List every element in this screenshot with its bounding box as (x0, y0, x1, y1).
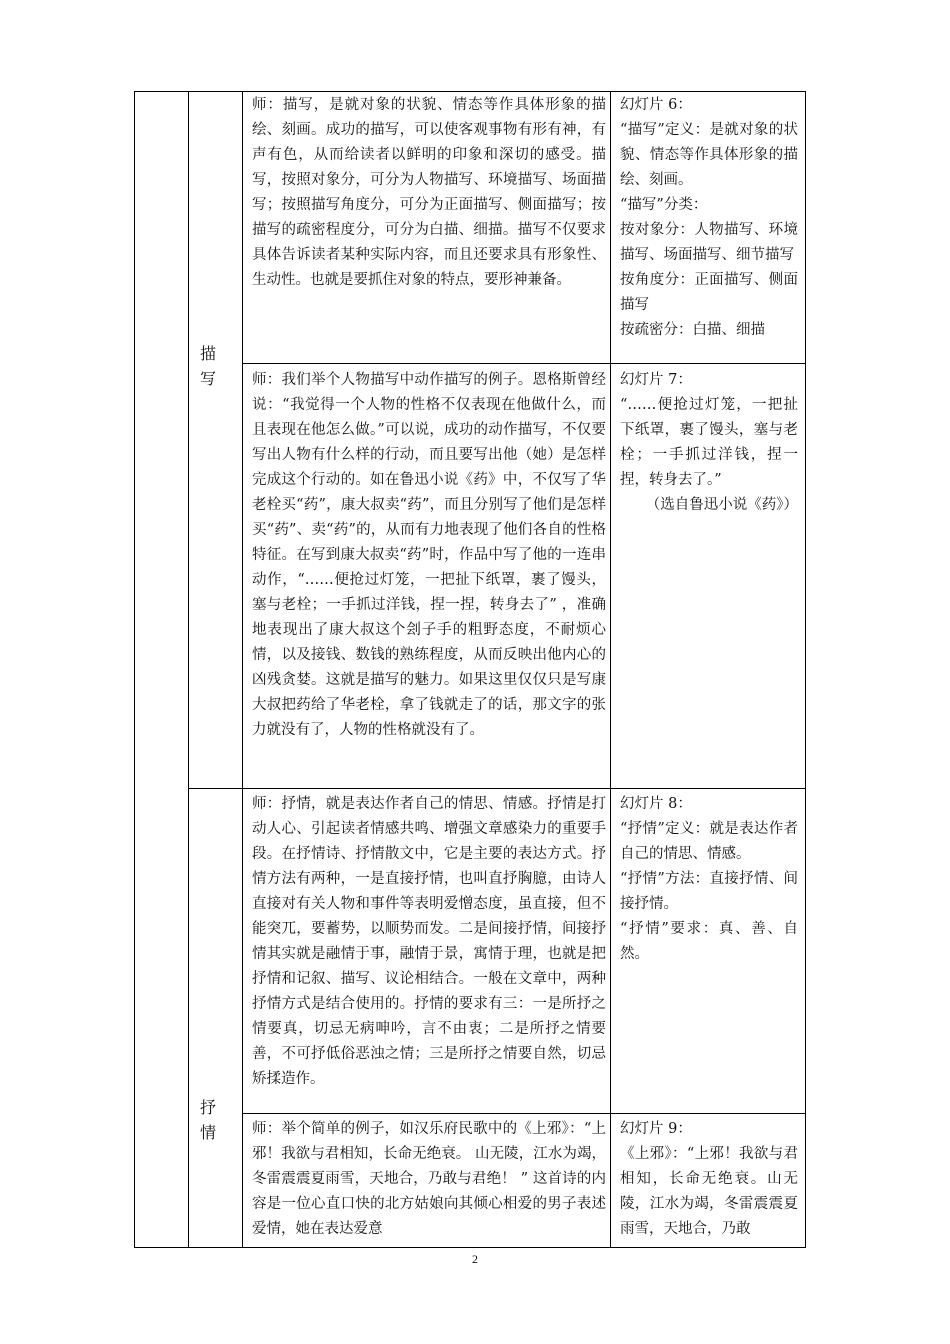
slide-text: 幻灯片 9： 《上邪》：“上邪！我欲与君相知，长命无绝衰。山无陵，江水为竭，冬雷震震夏雨雪，天地合，乃敢 (620, 1121, 798, 1237)
category-label: 抒 情 (199, 1098, 216, 1142)
table-border-top (134, 91, 806, 92)
table-border-left (134, 91, 135, 1248)
slide-text: 幻灯片 8： “抒情”定义：就是表达作者自己的情思、情感。 “抒情”方法：直接抒情、间接抒情。 “抒情”要求：真、善、自然。 (620, 796, 798, 962)
column-divider-category (188, 91, 189, 1248)
category-label: 描 写 (199, 344, 216, 388)
teacher-text: 师：我们举个人物描写中动作描写的例子。恩格斯曾经说：“我觉得一个人物的性格不仅表现在他做什么，而且表现在他怎么做。”可以说，成功的动作描写，不仅要写出人物有什么样的行动，而且要写出他（她）是怎样完成这个行动的。如在鲁迅小说《药》中，不仅写了华老栓买“药”，康大叔卖“药”，而且分别写了他们是怎样买“药”、卖“药”的，从而有力地表现了他们各自的性格特征。在写到康大叔卖“药”时，作品中写了他的一连串动作，“……便抢过灯笼，一把扯下纸罩，裹了馒头，塞与老栓；一手抓过洋钱，捏一捏，转身去了” ，准确地表现出了康大叔这个刽子手的粗野态度，不耐烦心情，以及接钱、数钱的熟练程度，从而反映出他内心的凶残贪婪。这就是描写的魅力。如果这里仅仅只是写康大叔把药给了华老栓，拿了钱就走了的话，那文字的张力就没有了，人物的性格就没有了。 (252, 372, 606, 738)
teacher-text: 师：描写，是就对象的状貌、情态等作具体形象的描绘、刻画。成功的描写，可以使客观事物有形有神，有声有色，从而给读者以鲜明的印象和深切的感受。描写，按照对象分，可分为人物描写、环境描写、场面描写；按照描写角度分，可分为正面描写、侧面描写；按描写的疏密程度分，可分为白描、细描。描写不仅要求具体告诉读者某种实际内容，而且还要求具有形象性、生动性。也就是要抓住对象的特点，要形神兼备。 (252, 97, 606, 288)
lesson-table (134, 91, 806, 1248)
table-border-bottom (134, 1247, 806, 1248)
slide-text: 幻灯片 6： “描写”定义：是就对象的状貌、情态等作具体形象的描绘、刻画。 “描写”分类： 按对象分：人物描写、环境描写、场面描写、细节描写 按角度分：正面描写、侧面描写 按疏密分：白描、细描 (620, 97, 798, 338)
column-divider-slide (610, 91, 611, 1248)
table-border-right (805, 91, 806, 1248)
column-divider-content (242, 91, 243, 1248)
row-divider-block (242, 363, 806, 364)
teacher-text: 师：抒情，就是表达作者自己的情思、情感。抒情是打动人心、引起读者情感共鸣、增强文章感染力的重要手段。在抒情诗、抒情散文中，它是主要的表达方式。抒情方法有两种，一是直接抒情，也叫直抒胸臆，由诗人直接对有关人物和事件等表明爱憎态度，虽直接，但不能突兀，要蓄势，以顺势而发。二是间接抒情，间接抒情其实就是融情于事，融情于景，寓情于理，也就是把抒情和记叙、描写、议论相结合。一般在文章中，两种抒情方式是结合使用的。抒情的要求有三：一是所抒之情要真，切忌无病呻吟，言不由衷；二是所抒之情要善，不可抒低俗恶浊之情；三是所抒之情要自然，切忌矫揉造作。 (252, 796, 606, 1087)
row-divider-block (242, 1113, 806, 1114)
page-number: 2 (472, 1252, 478, 1266)
teacher-text: 师：举个简单的例子，如汉乐府民歌中的《上邪》：“上邪！我欲与君相知，长命无绝衰。 山无陵，江水为竭，冬雷震震夏雨雪，天地合，乃敢与君绝！ ” 这首诗的内容是一位心直口快的北方姑娘向其倾心相爱的男子表述爱情，她在表达爱意 (252, 1121, 606, 1237)
row-divider-section (188, 788, 806, 789)
slide-text: 幻灯片 7： “……便抢过灯笼，一把扯下纸罩，裹了馒头，塞与老栓；一手抓过洋钱，捏一捏，转身去了。” （选自鲁迅小说《药》） (620, 372, 798, 513)
